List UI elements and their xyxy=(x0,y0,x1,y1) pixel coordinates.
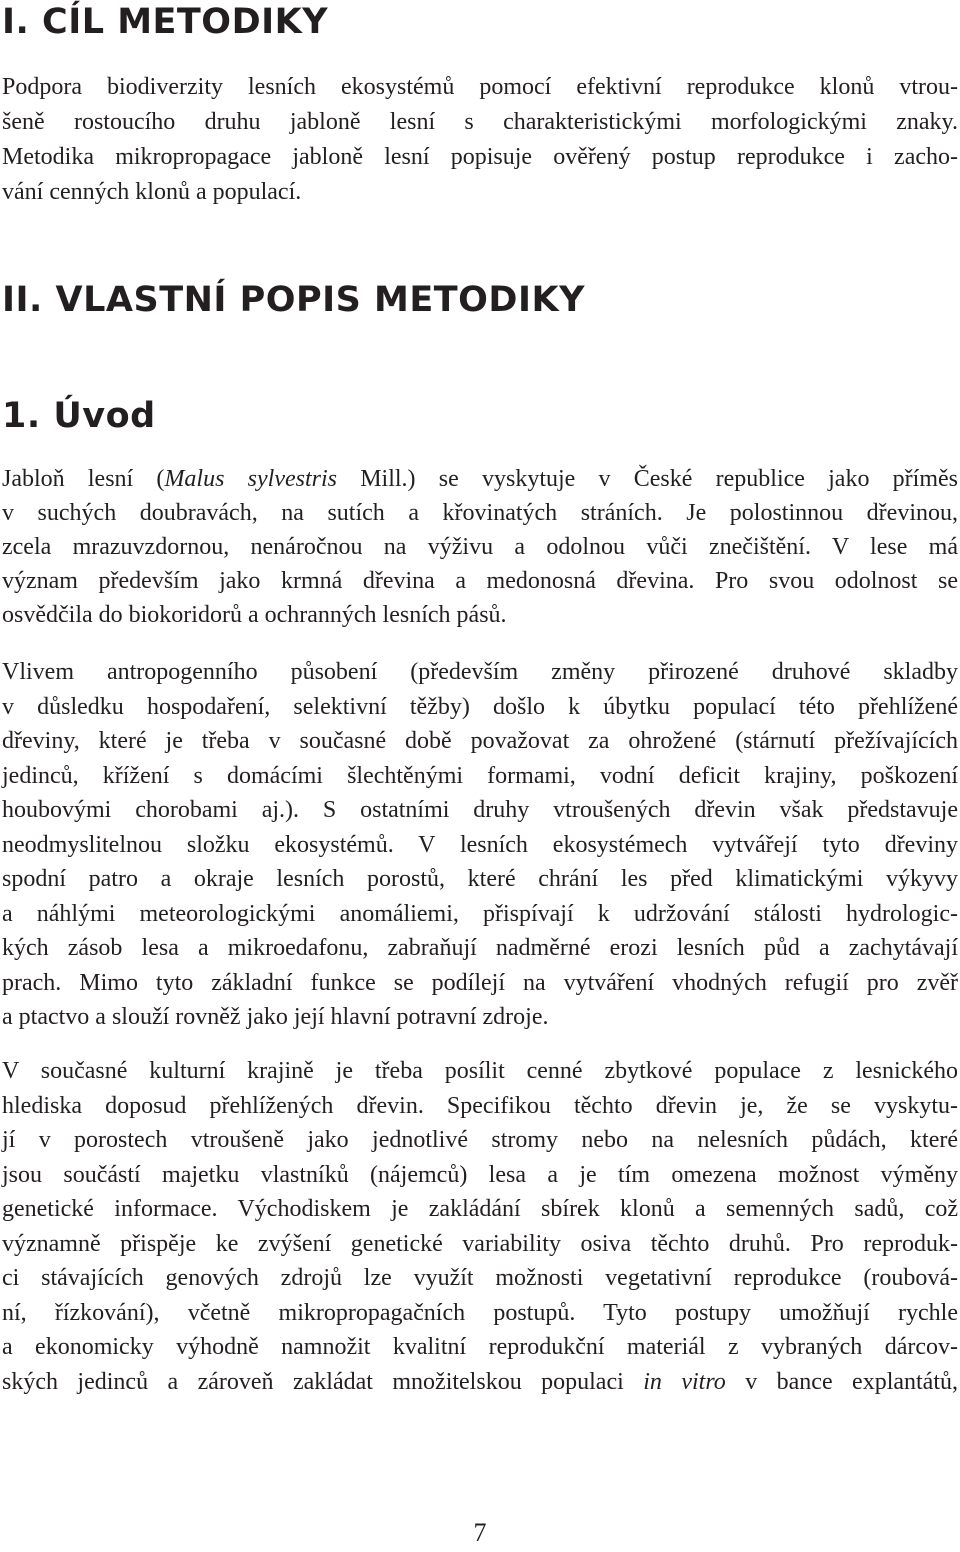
text-line: neodmyslitelnou složku ekosystémů. V lesních ekosystémech vytvářejí tyto dřeviny xyxy=(2,831,958,858)
text-run: Mill.) se vyskytuje v České republice jako příměs xyxy=(336,466,959,492)
text-line: V současné kulturní krajině je třeba posílit cenné zbytkové populace z lesnického xyxy=(2,1058,958,1084)
text-line: významně přispěje ke zvýšení genetické variability osiva těchto druhů. Pro reproduk- xyxy=(2,1230,958,1257)
text-line: šeně rostoucího druhu jabloně lesní s charakteristickými morfologickými znaky. xyxy=(2,109,958,135)
text-run: Jabloň lesní ( xyxy=(2,466,165,492)
text-run: ských jedinců a zároveň zakládat množitelskou populaci xyxy=(2,1368,644,1395)
section-heading-vlastni-popis: II. VLASTNÍ POPIS METODIKY xyxy=(2,280,585,320)
paragraph-kulturni-krajina xyxy=(2,1054,958,1399)
text-line: a ekonomicky výhodně namnožit kvalitní reprodukční materiál z vybraných dárcov- xyxy=(2,1334,958,1360)
species-name: Malus sylvestris xyxy=(164,466,337,492)
text-line: Vlivem antropogenního působení (především změny přirozené druhové skladby xyxy=(2,659,958,685)
section-heading-cil-metodiky: I. CÍL METODIKY xyxy=(2,2,329,42)
text-line: kých zásob lesa a mikroedafonu, zabraňují nadměrné erozi lesních půd a zachytávají xyxy=(2,935,958,961)
paragraph-jablon-lesni xyxy=(2,462,958,632)
paragraph-cil xyxy=(2,70,958,210)
text-line: hlediska doposud přehlížených dřevin. Specifikou těchto dřevin je, že se vyskytu- xyxy=(2,1092,958,1119)
paragraph-antropogenni-vliv xyxy=(2,655,958,1035)
text-line: genetické informace. Východiskem je zakládání sbírek klonů a semenných sadů, což xyxy=(2,1196,958,1222)
text-line: houbovými chorobami aj.). S ostatními druhy vtroušených dřevin však představuje xyxy=(2,797,958,823)
text-run: v bance explantátů, xyxy=(725,1368,959,1395)
text-line xyxy=(2,462,958,496)
text-line: vání cenných klonů a populací. xyxy=(2,179,302,205)
text-line: spodní patro a okraje lesních porostů, které chrání les před klimatickými výkyvy xyxy=(2,866,958,892)
text-line: jí v porostech vtroušeně jako jednotlivé stromy nebo na nelesních půdách, které xyxy=(2,1127,958,1153)
text-line: zcela mrazuvzdornou, nenáročnou na výživu a odolnou vůči znečištění. V lese má xyxy=(2,534,958,560)
text-line: dřeviny, které je třeba v současné době považovat za ohrožené (stárnutí přežívajících xyxy=(2,728,958,754)
text-line: v důsledku hospodaření, selektivní těžby) došlo k úbytku populací této přehlížené xyxy=(2,693,958,720)
text-line: význam především jako krmná dřevina a medonosná dřevina. Pro svou odolnost se xyxy=(2,568,958,594)
text-line: ci stávajících genových zdrojů lze využít možnosti vegetativní reprodukce (roubová- xyxy=(2,1265,958,1291)
page-number: 7 xyxy=(473,1518,487,1547)
text-line: a náhlými meteorologickými anomáliemi, přispívají k udržování stálosti hydrologic- xyxy=(2,900,958,927)
text-line: osvědčila do biokoridorů a ochranných lesních pásů. xyxy=(2,602,507,628)
subsection-heading-uvod: 1. Úvod xyxy=(2,396,156,436)
text-line: a ptactvo a slouží rovněž jako její hlavní potravní zdroje. xyxy=(2,1004,549,1030)
text-line: jsou součástí majetku vlastníků (nájemců) lesa a je tím omezena možnost výměny xyxy=(2,1161,958,1188)
latin-term: in vitro xyxy=(643,1368,726,1395)
text-line: Metodika mikropropagace jabloně lesní popisuje ověřený postup reprodukce i zacho- xyxy=(2,144,958,170)
text-line xyxy=(2,1365,958,1400)
text-line: Podpora biodiverzity lesních ekosystémů pomocí efektivní reprodukce klonů vtrou- xyxy=(2,74,958,100)
text-line: jedinců, křížení s domácími šlechtěnými formami, vodní deficit krajiny, poškození xyxy=(2,762,958,789)
text-line: ní, řízkování), včetně mikropropagačních postupů. Tyto postupy umožňují rychle xyxy=(2,1299,958,1326)
text-line: prach. Mimo tyto základní funkce se podílejí na vytváření vhodných refugií pro zvěř xyxy=(2,969,958,996)
text-line: v suchých doubravách, na sutích a křovinatých stráních. Je polostinnou dřevinou, xyxy=(2,500,958,526)
